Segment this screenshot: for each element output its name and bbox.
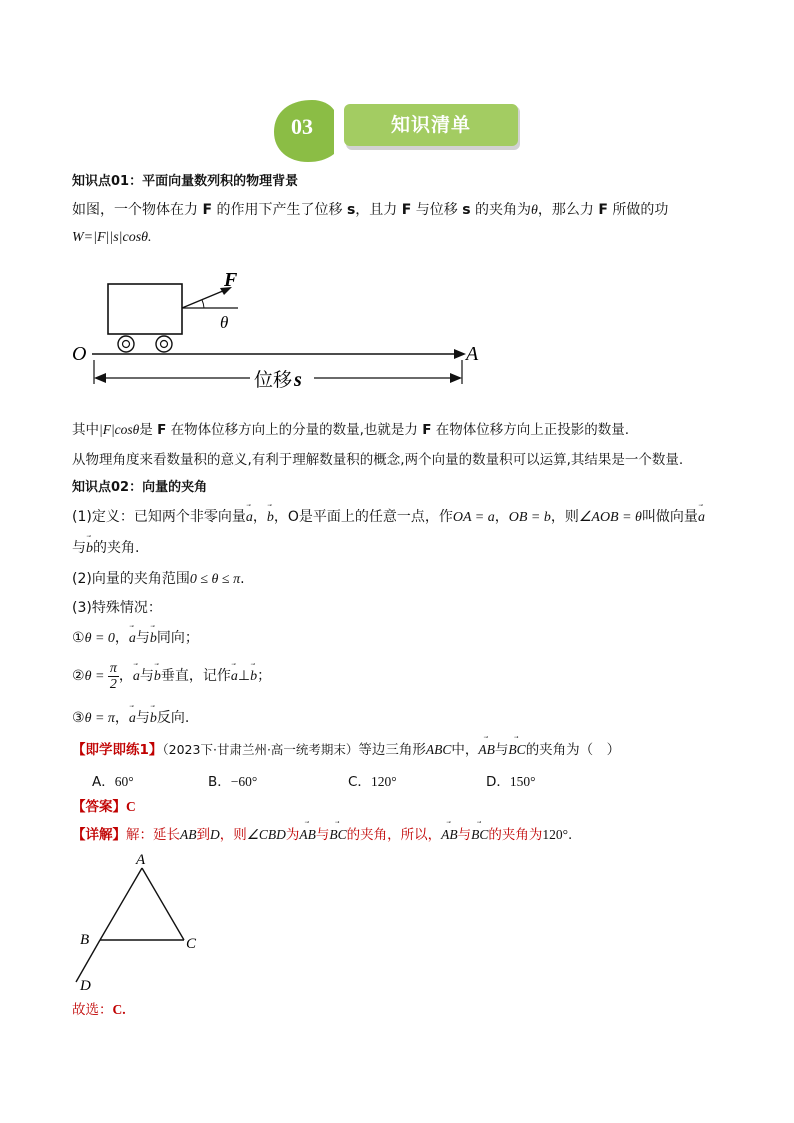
case-text: 与: [135, 630, 150, 646]
vector-bc: ⃗ BC: [471, 825, 488, 845]
vector-a: ⃗ a: [129, 629, 136, 649]
detail-text: .: [568, 827, 573, 843]
kp2-def-text: ，O是平面上的任意一点，作: [273, 509, 453, 525]
question-text: 中，: [451, 742, 479, 758]
triangle-side-ac: [142, 868, 184, 940]
option-value: 60°: [114, 774, 134, 789]
kp2-heading: 知识点02：向量的夹角: [72, 480, 208, 495]
force-symbol: F: [202, 202, 213, 218]
angle-label: θ: [220, 313, 229, 332]
option-letter: A．: [92, 774, 115, 790]
exercise-question: [72, 740, 620, 760]
triangle-name: ABC: [425, 742, 452, 757]
vertex-a-label: A: [136, 852, 146, 868]
option-letter: D．: [486, 774, 510, 790]
detail-text: 到: [196, 827, 210, 843]
origin-label: O: [72, 343, 87, 365]
fraction-denominator: 2: [109, 676, 117, 692]
kp1-p1-text: ，且力: [355, 202, 402, 218]
kp1-heading: 知识点01：平面向量数列积的物理背景: [72, 174, 299, 189]
detail-math: AB: [180, 827, 197, 842]
kp1-paragraph-2: [72, 420, 629, 440]
detail-text: 与: [315, 827, 330, 843]
perp-symbol: ⊥: [237, 668, 251, 684]
case-equation: θ = 0: [84, 631, 115, 646]
detail-text: 解：延长: [126, 827, 180, 843]
question-text: 等边三角形: [358, 742, 426, 758]
detail-text: ，则: [219, 827, 247, 843]
exercise-source: （2023下·甘肃兰州·高一统考期末）: [162, 742, 359, 757]
triangle-figure: [70, 848, 210, 994]
kp2-range: [72, 569, 245, 590]
kp1-p1-text: 如图，一个物体在力: [72, 202, 203, 218]
kp2-def-text: 的夹角.: [93, 540, 140, 556]
special-case-2: [72, 658, 271, 695]
angle-symbol: θ: [531, 203, 538, 218]
force-displacement-figure: [70, 262, 500, 402]
triangle-side-ab: [100, 868, 142, 940]
vertex-c-label: C: [186, 936, 197, 952]
case-number: ②: [72, 668, 85, 684]
vector-bc: ⃗ BC: [508, 740, 525, 760]
case-text: ；: [257, 668, 272, 684]
case-text: 同向；: [156, 630, 199, 646]
force-symbol: F: [598, 202, 608, 218]
end-label: A: [466, 343, 479, 365]
option-letter: B．: [208, 774, 231, 790]
vector-oa-eq: OA = a: [452, 510, 495, 525]
detail-math: 120°: [542, 827, 569, 842]
force-symbol: F: [157, 422, 167, 438]
kp2-def-text: ，则: [550, 509, 579, 525]
vector-b: ⃗ b: [250, 659, 257, 695]
option-c[interactable]: [348, 770, 397, 790]
range-formula: 0 ≤ θ ≤ π: [189, 572, 241, 587]
detail-text: 的夹角为: [488, 827, 543, 843]
case-text: 与: [135, 710, 150, 726]
case-text: 与: [139, 668, 154, 684]
kp1-p1-text: 的作用下产生了位移: [212, 202, 347, 218]
vector-ab: ⃗ AB: [299, 825, 316, 845]
kp1-p1-text: 所做的功: [607, 202, 669, 218]
vector-a: ⃗ a: [246, 508, 253, 528]
kp2-def-text: 与: [72, 540, 86, 556]
force-label: F: [224, 269, 238, 291]
detail-math: D: [210, 827, 220, 842]
case-text: ，: [114, 710, 129, 726]
kp2-special: (3)特殊情况：: [72, 600, 162, 616]
kp2-def-text: (1)定义：已知两个非零向量: [72, 509, 246, 525]
case-text: 垂直，记作: [160, 668, 231, 684]
kp1-p1-text: 与位移: [411, 202, 463, 218]
force-symbol: F: [401, 202, 412, 218]
detail-text: 与: [457, 827, 472, 843]
kp1-p1-text: 的夹角为: [470, 202, 532, 218]
kp1-p2-text: 是: [139, 422, 158, 438]
answer-options: [92, 770, 612, 790]
vector-a: ⃗ a: [129, 709, 136, 729]
detail-line: [72, 825, 572, 845]
case-equation: θ = π: [84, 711, 115, 726]
cart-wheel-left: [118, 336, 134, 352]
vector-ab: ⃗ AB: [441, 825, 458, 845]
option-a[interactable]: [92, 770, 134, 790]
answer-tag: 【答案】: [72, 799, 126, 815]
kp2-range-text: .: [240, 571, 245, 587]
detail-text: 的夹角，所以，: [346, 827, 442, 843]
kp1-p2-text: 其中: [72, 422, 99, 438]
option-value: 150°: [509, 774, 536, 789]
special-case-1: [72, 628, 199, 649]
vertex-d-label: D: [80, 978, 91, 994]
displacement-symbol: s: [346, 202, 356, 218]
detail-text: 为: [285, 827, 300, 843]
fraction-numerator: π: [109, 660, 117, 676]
vector-b: ⃗ b: [154, 659, 161, 695]
question-text: 的夹角为（ ）: [525, 742, 621, 758]
projection-formula: |F|cosθ: [99, 422, 140, 437]
kp1-p1-text: ，那么力: [537, 202, 599, 218]
choice-line: [72, 1000, 126, 1020]
kp2-def-text: ，: [494, 509, 509, 525]
case-equation: θ =: [84, 669, 108, 684]
case-text: 反向.: [156, 710, 190, 726]
option-d[interactable]: [486, 770, 536, 790]
kp2-definition: [72, 507, 705, 528]
kp1-paragraph-3: 从物理角度来看数量积的意义,有利于理解数量积的概念,两个向量的数量积可以运算,其结果是一个数量.: [72, 452, 684, 468]
vector-bc: ⃗ BC: [329, 825, 346, 845]
kp1-paragraph-1: [72, 200, 668, 221]
displacement-var: s: [294, 369, 302, 391]
case-text: ，: [118, 668, 133, 684]
force-symbol: F: [422, 422, 432, 438]
choice-text: 故选：: [72, 1002, 113, 1018]
vector-a: ⃗ a: [698, 508, 705, 528]
vector-b: ⃗ b: [86, 539, 93, 559]
kp2-def-text: 叫做向量: [641, 509, 698, 525]
vector-a: ⃗ a: [133, 659, 140, 695]
question-text: 与: [494, 742, 509, 758]
choice-value: C.: [112, 1002, 126, 1017]
case-number: ③: [72, 710, 85, 726]
answer-line: [72, 797, 136, 817]
detail-tag: 【详解】: [72, 827, 126, 843]
kp2-range-text: (2)向量的夹角范围: [72, 571, 190, 587]
cart-wheel-right: [156, 336, 172, 352]
work-formula: W=|F||s|cosθ.: [72, 230, 152, 245]
angle-aob: ∠AOB = θ: [578, 510, 642, 525]
option-b[interactable]: [208, 770, 257, 790]
cart-body: [108, 284, 182, 334]
case-number: ①: [72, 630, 85, 646]
displacement-label: 位移: [254, 369, 293, 391]
kp2-def-text: ，: [252, 509, 267, 525]
section-header: [268, 98, 528, 164]
displacement-symbol: s: [462, 202, 471, 218]
vector-b: ⃗ b: [267, 508, 274, 528]
kp1-p2-text: 在物体位移方向上的分量的数量,也就是力: [166, 422, 423, 438]
detail-math: ∠CBD: [246, 827, 286, 842]
kp2-definition-cont: [72, 538, 139, 559]
option-letter: C．: [348, 774, 371, 790]
vector-b: ⃗ b: [150, 709, 157, 729]
case-text: ，: [114, 630, 129, 646]
vector-ab: ⃗ AB: [478, 740, 495, 760]
vector-ob-eq: OB = b: [508, 510, 551, 525]
vector-b: ⃗ b: [150, 629, 157, 649]
section-number: 03: [291, 114, 313, 139]
vector-a: ⃗ a: [231, 659, 238, 695]
answer-value: C: [126, 799, 136, 814]
option-value: −60°: [230, 774, 258, 789]
special-case-3: [72, 708, 189, 729]
exercise-tag: 【即学即练1】: [72, 742, 163, 758]
option-value: 120°: [370, 774, 397, 789]
pi-over-2: [108, 661, 119, 692]
vertex-b-label: B: [80, 932, 90, 948]
kp1-p2-text: 在物体位移方向上正投影的数量.: [431, 422, 630, 438]
section-title: 知识清单: [390, 114, 471, 136]
